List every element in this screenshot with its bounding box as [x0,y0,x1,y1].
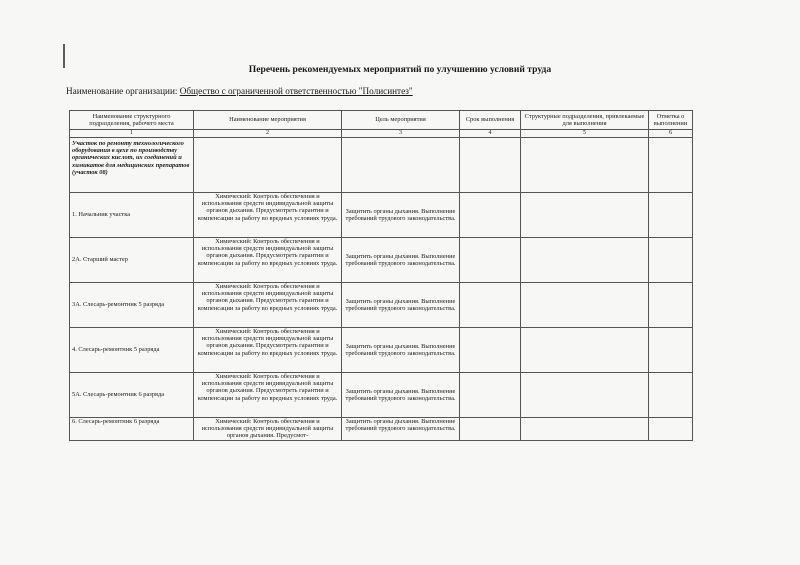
column-header: Цель мероприятия [342,111,460,130]
departments-cell [521,283,649,328]
organization-line [66,86,413,96]
measure-cell: Химический: Контроль обеспечения и использования средств индивидуальной защиты органов дыхания. Предусмотреть гарантии и компенсации за работу во вредных условиях труда. [194,373,342,418]
table-row [70,238,693,283]
goal-cell: Защитить органы дыхания. Выполнение требований трудового законодательства. [342,193,460,238]
deadline-cell [460,238,521,283]
goal-cell: Защитить органы дыхания. Выполнение требований трудового законодательства. [342,328,460,373]
measure-cell: Химический: Контроль обеспечения и использования средств индивидуальной защиты органов дыхания. Предусмот- [194,418,342,441]
departments-cell [521,418,649,441]
departments-cell [521,373,649,418]
column-number: 3 [342,130,460,138]
goal-cell: Защитить органы дыхания. Выполнение требований трудового законодательства. [342,283,460,328]
measure-cell: Химический: Контроль обеспечения и использования средств индивидуальной защиты органов дыхания. Предусмотреть гарантии и компенсации за работу во вредных условиях труда. [194,328,342,373]
column-header: Срок выполнения [460,111,521,130]
goal-cell: Защитить органы дыхания. Выполнение требований трудового законодательства. [342,373,460,418]
workplace-cell: 5А. Слесарь-ремонтник 6 разряда [70,373,194,418]
measures-table [69,110,693,441]
goal-cell: Защитить органы дыхания. Выполнение требований трудового законодательства. [342,418,460,441]
column-header: Наименование мероприятия [194,111,342,130]
departments-cell [521,193,649,238]
completion-mark-cell [649,373,693,418]
table-cell [460,138,521,193]
table-row [70,328,693,373]
measure-cell: Химический: Контроль обеспечения и использования средств индивидуальной защиты органов дыхания. Предусмотреть гарантии и компенсации за работу во вредных условиях труда. [194,283,342,328]
column-header: Наименование структурного подразделения, рабочего места [70,111,194,130]
column-number-row [70,130,693,138]
column-number: 6 [649,130,693,138]
goal-cell: Защитить органы дыхания. Выполнение требований трудового законодательства. [342,238,460,283]
completion-mark-cell [649,238,693,283]
table-row [70,418,693,441]
table-row [70,193,693,238]
measure-cell: Химический: Контроль обеспечения и использования средств индивидуальной защиты органов дыхания. Предусмотреть гарантии и компенсации за работу во вредных условиях труда. [194,238,342,283]
completion-mark-cell [649,193,693,238]
table-cell [649,138,693,193]
table-cell [342,138,460,193]
workplace-cell: 2А. Старший мастер [70,238,194,283]
deadline-cell [460,193,521,238]
table-header-row [70,111,693,130]
deadline-cell [460,283,521,328]
column-number: 5 [521,130,649,138]
workplace-cell: 4. Слесарь-ремонтник 5 разряда [70,328,194,373]
section-title: Участок по ремонту технологического оборудования в цехе по производству органических кислот, их соединений и химикатов для медицинских препаратов (участок 08) [70,138,194,193]
organization-name: Общество с ограниченной ответственностью "Полисинтез" [179,86,413,96]
table-cell [194,138,342,193]
workplace-cell: 6. Слесарь-ремонтник 6 разряда [70,418,194,441]
workplace-cell: 1. Начальник участка [70,193,194,238]
column-header: Структурные подразделения, привлекаемые для выполнения [521,111,649,130]
column-header: Отметка о выполнении [649,111,693,130]
section-row [70,138,693,193]
table-row [70,283,693,328]
workplace-cell: 3А. Слесарь-ремонтник 5 разряда [70,283,194,328]
completion-mark-cell [649,418,693,441]
deadline-cell [460,328,521,373]
measure-cell: Химический: Контроль обеспечения и использования средств индивидуальной защиты органов дыхания. Предусмотреть гарантии и компенсации за работу во вредных условиях труда. [194,193,342,238]
completion-mark-cell [649,283,693,328]
departments-cell [521,238,649,283]
deadline-cell [460,373,521,418]
column-number: 4 [460,130,521,138]
departments-cell [521,328,649,373]
completion-mark-cell [649,328,693,373]
table-row [70,373,693,418]
column-number: 2 [194,130,342,138]
table-cell [521,138,649,193]
document-title: Перечень рекомендуемых мероприятий по улучшению условий труда [248,64,552,75]
column-number: 1 [70,130,194,138]
deadline-cell [460,418,521,441]
organization-label: Наименование организации: [66,86,178,96]
